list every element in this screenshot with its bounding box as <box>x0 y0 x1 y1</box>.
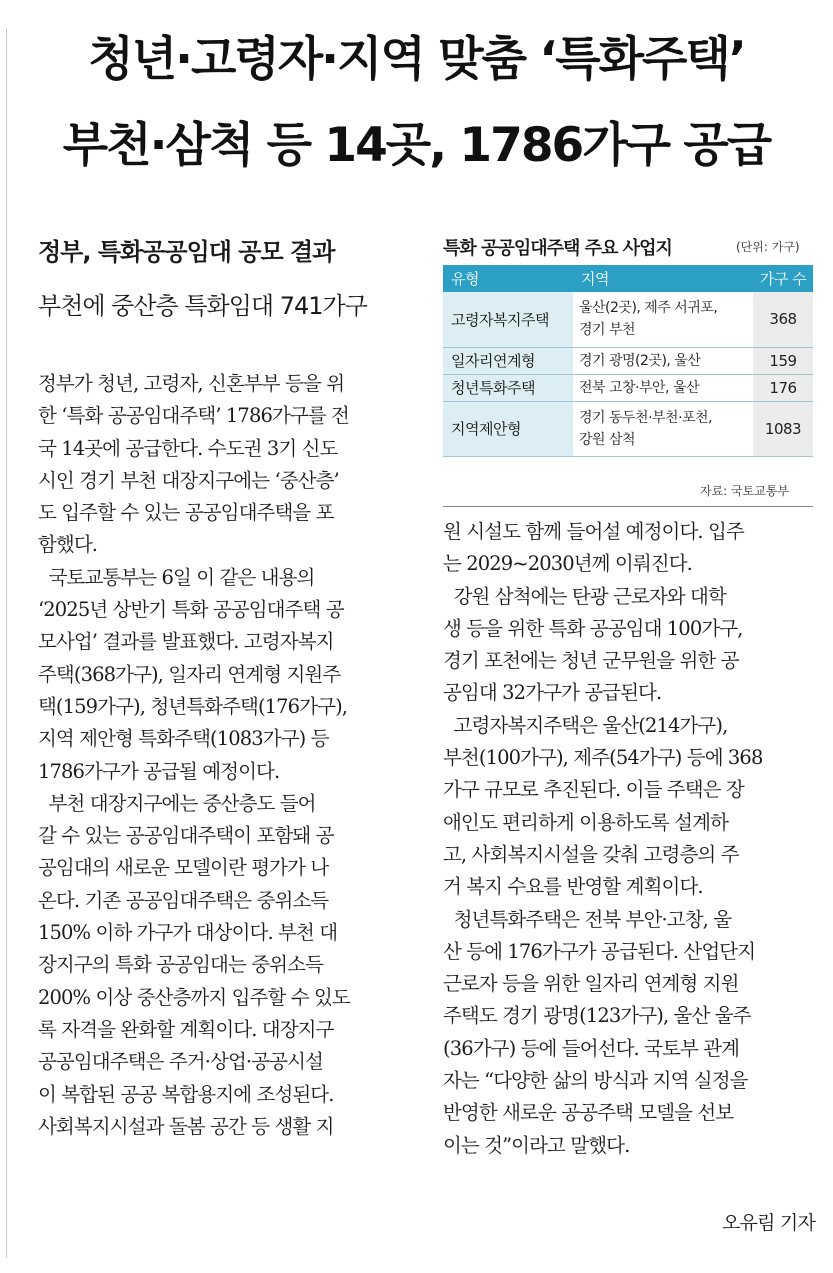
region-line: 전북 고창·부안, 울산 <box>579 379 699 396</box>
subhead-secondary: 부천에 중산층 특화임대 741가구 <box>38 292 367 320</box>
table-row <box>443 401 813 456</box>
body-text-line: 는 2029~2030년께 이뤄진다. <box>443 552 692 576</box>
table-row <box>443 292 813 347</box>
table-row <box>443 374 813 401</box>
table-header-row <box>443 265 813 292</box>
body-text-line: 공공임대주택은 주거·상업·공공시설 <box>38 1050 323 1074</box>
byline: 오유림 기자 <box>722 1212 816 1234</box>
body-text-line: 국 14곳에 공급한다. 수도권 3기 신도 <box>38 436 338 460</box>
table-row <box>443 347 813 374</box>
body-text-line: 200% 이상 중산층까지 입주할 수 있도 <box>38 985 350 1009</box>
row-type: 지역제안형 <box>443 401 573 456</box>
header-count: 가구 수 <box>753 265 813 292</box>
body-text-line: 이는 것”이라고 말했다. <box>443 1133 630 1157</box>
table-title: 특화 공공임대주택 주요 사업지 <box>443 238 672 259</box>
body-text-line: 반영한 새로운 공공주택 모델을 선보 <box>443 1101 734 1125</box>
row-count: 159 <box>753 347 813 374</box>
body-text-line: 모사업’ 결과를 발표했다. 고령자복지 <box>38 630 334 654</box>
row-count: 368 <box>753 292 813 347</box>
body-text-line: 거 복지 수요를 반영할 계획이다. <box>443 875 703 899</box>
region-line: 경기 광명(2곳), 울산 <box>579 352 701 369</box>
header-type: 유형 <box>443 265 573 292</box>
row-type: 일자리연계형 <box>443 347 573 374</box>
body-text-line: 산 등에 176가구가 공급된다. 산업단지 <box>443 939 756 963</box>
row-region <box>573 374 753 401</box>
row-region <box>573 401 753 456</box>
body-text-line: 공임대 32가구가 공급된다. <box>443 681 662 705</box>
row-type: 청년특화주택 <box>443 374 573 401</box>
body-text-line: 자는 “다양한 삶의 방식과 지역 실정을 <box>443 1069 748 1093</box>
body-text-line: 록 자격을 완화할 계획이다. 대장지구 <box>38 1017 334 1041</box>
body-text-line: 온다. 기존 공공임대주택은 중위소득 <box>38 888 329 912</box>
region-line: 울산(2곳), 제주 서귀포, <box>579 300 718 317</box>
body-text-line: 애인도 편리하게 이용하도록 설계하 <box>443 810 728 834</box>
body-text-line: 부천(100가구), 제주(54가구) 등에 368 <box>443 746 763 770</box>
headline-line-2: 부천·삼척 등 14곳, 1786가구 공급 <box>62 118 771 173</box>
row-type: 고령자복지주택 <box>443 292 573 347</box>
body-column-right <box>443 516 818 1162</box>
page-left-rule <box>6 28 7 1258</box>
body-text-line: 주택도 경기 광명(123가구), 울산 울주 <box>443 1004 751 1028</box>
table-unit: (단위: 가구) <box>736 240 800 254</box>
body-text-line: 주택(368가구), 일자리 연계형 지원주 <box>38 662 341 686</box>
body-text-line: ‘2025년 상반기 특화 공공임대주택 공 <box>38 598 344 622</box>
row-count: 176 <box>753 374 813 401</box>
project-table <box>443 265 813 457</box>
table-source: 자료: 국토교통부 <box>700 484 790 498</box>
row-region <box>573 292 753 347</box>
body-text-line: 한 ‘특화 공공임대주택’ 1786가구를 전 <box>38 404 349 428</box>
body-text-line: 도 입주할 수 있는 공공임대주택을 포 <box>38 501 334 525</box>
body-text-line: 150% 이하 가구가 대상이다. 부천 대 <box>38 921 338 945</box>
body-text-line: 갈 수 있는 공공임대주택이 포함돼 공 <box>38 824 334 848</box>
region-line: 경기 동두천·부천·포천, <box>579 409 713 426</box>
subhead-primary: 정부, 특화공공임대 공모 결과 <box>38 238 335 266</box>
body-text-line: 공임대의 새로운 모델이란 평가가 나 <box>38 856 329 880</box>
body-text-line: 경기 포천에는 청년 군무원을 위한 공 <box>443 649 739 673</box>
headline-line-1: 청년·고령자·지역 맞춤 ‘특화주택’ <box>88 32 745 87</box>
header-region: 지역 <box>573 265 753 292</box>
body-column-left <box>38 368 418 1143</box>
body-text-line: 가구 규모로 추진된다. 이들 주택은 장 <box>443 778 744 802</box>
body-text-line: 부천 대장지구에는 중산층도 들어 <box>38 791 316 815</box>
body-text-line: 정부가 청년, 고령자, 신혼부부 등을 위 <box>38 372 345 395</box>
body-text-line: 생 등을 위한 특화 공공임대 100가구, <box>443 616 743 640</box>
body-text-line: 근로자 등을 위한 일자리 연계형 지원 <box>443 972 739 996</box>
body-text-line: 원 시설도 함께 들어설 예정이다. 입주 <box>443 520 744 543</box>
body-text-line: 택(159가구), 청년특화주택(176가구), <box>38 694 348 718</box>
body-text-line: (36가구) 등에 들어선다. 국토부 관계 <box>443 1036 740 1060</box>
row-count: 1083 <box>753 401 813 456</box>
body-text-line: 이 복합된 공공 복합용지에 조성된다. <box>38 1082 334 1106</box>
body-text-line: 함했다. <box>38 533 98 557</box>
body-text-line: 1786가구가 공급될 예정이다. <box>38 759 280 783</box>
body-text-line: 사회복지시설과 돌봄 공간 등 생활 지 <box>38 1114 334 1138</box>
body-text-line: 청년특화주택은 전북 부안·고창, 울 <box>443 907 732 931</box>
body-text-line: 고, 사회복지시설을 갖춰 고령층의 주 <box>443 842 739 866</box>
region-line: 경기 부천 <box>579 322 636 339</box>
body-text-line: 강원 삼척에는 탄광 근로자와 대학 <box>443 584 726 608</box>
table-bottom-rule <box>443 506 813 507</box>
body-text-line: 국토교통부는 6일 이 같은 내용의 <box>38 565 315 589</box>
body-text-line: 장지구의 특화 공공임대는 중위소득 <box>38 953 323 977</box>
region-line: 강원 삼척 <box>579 431 636 448</box>
body-text-line: 고령자복지주택은 울산(214가구), <box>443 713 728 737</box>
body-text-line: 시인 경기 부천 대장지구에는 ‘중산층’ <box>38 468 339 492</box>
body-text-line: 지역 제안형 특화주택(1083가구) 등 <box>38 727 329 751</box>
row-region <box>573 347 753 374</box>
